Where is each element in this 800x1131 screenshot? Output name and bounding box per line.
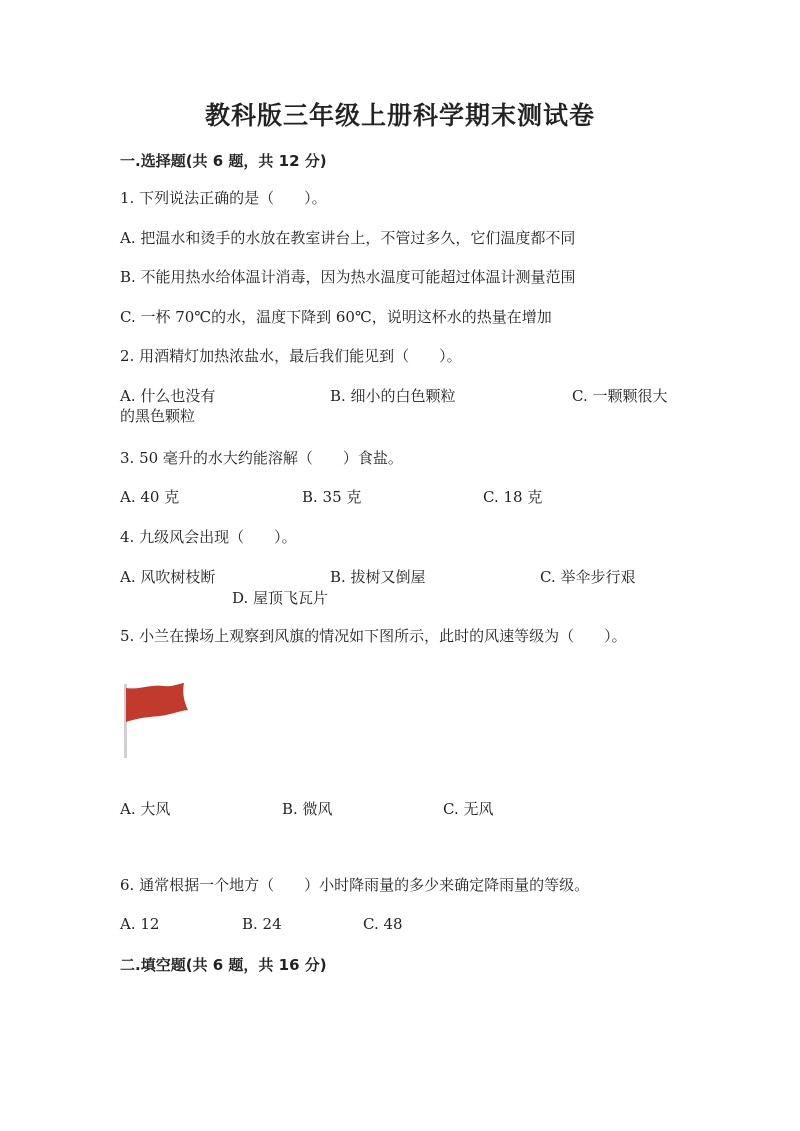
question-6-option-b: B. 24 <box>242 915 282 933</box>
question-4-option-d: D. 屋顶飞瓦片 <box>232 589 329 607</box>
question-6-stem: 6. 通常根据一个地方（ ）小时降雨量的多少来确定降雨量的等级。 <box>120 876 590 894</box>
question-3-option-c: C. 18 克 <box>483 488 543 506</box>
exam-title: 教科版三年级上册科学期末测试卷 <box>204 101 595 130</box>
question-5-option-b: B. 微风 <box>282 800 333 818</box>
question-6-option-c: C. 48 <box>363 915 403 933</box>
question-2-option-a: A. 什么也没有 <box>120 387 216 405</box>
section-heading-fill-blank: 二.填空题(共 6 题，共 16 分) <box>120 956 327 974</box>
question-4-option-c: C. 举伞步行艰 <box>540 568 636 586</box>
question-5-stem: 5. 小兰在操场上观察到风旗的情况如下图所示，此时的风速等级为（ ）。 <box>120 627 627 645</box>
question-1-option-b: B. 不能用热水给体温计消毒，因为热水温度可能超过体温计测量范围 <box>120 268 576 286</box>
question-1-stem: 1. 下列说法正确的是（ ）。 <box>120 189 327 207</box>
wind-flag-icon <box>120 680 192 760</box>
question-2-option-b: B. 细小的白色颗粒 <box>330 387 456 405</box>
question-5-option-a: A. 大风 <box>120 800 171 818</box>
question-5-option-c: C. 无风 <box>443 800 494 818</box>
question-4-stem: 4. 九级风会出现（ ）。 <box>120 528 297 546</box>
question-6-option-a: A. 12 <box>120 915 160 933</box>
question-4-option-b: B. 拔树又倒屋 <box>330 568 426 586</box>
question-3-stem: 3. 50 毫升的水大约能溶解（ ）食盐。 <box>120 449 403 467</box>
question-2-option-c-continued: 的黑色颗粒 <box>120 407 196 425</box>
section-heading-choice: 一.选择题(共 6 题，共 12 分) <box>120 152 327 170</box>
question-1-option-a: A. 把温水和烫手的水放在教室讲台上，不管过多久，它们温度都不同 <box>120 229 576 247</box>
question-1-option-c: C. 一杯 70℃的水，温度下降到 60℃，说明这杯水的热量在增加 <box>120 308 552 326</box>
question-4-option-a: A. 风吹树枝断 <box>120 568 216 586</box>
flag-cloth <box>126 683 188 722</box>
question-2-stem: 2. 用酒精灯加热浓盐水，最后我们能见到（ ）。 <box>120 347 462 365</box>
question-2-option-c: C. 一颗颗很大 <box>572 387 668 405</box>
question-3-option-a: A. 40 克 <box>120 488 180 506</box>
wind-flag-image <box>120 680 192 760</box>
question-3-option-b: B. 35 克 <box>302 488 362 506</box>
